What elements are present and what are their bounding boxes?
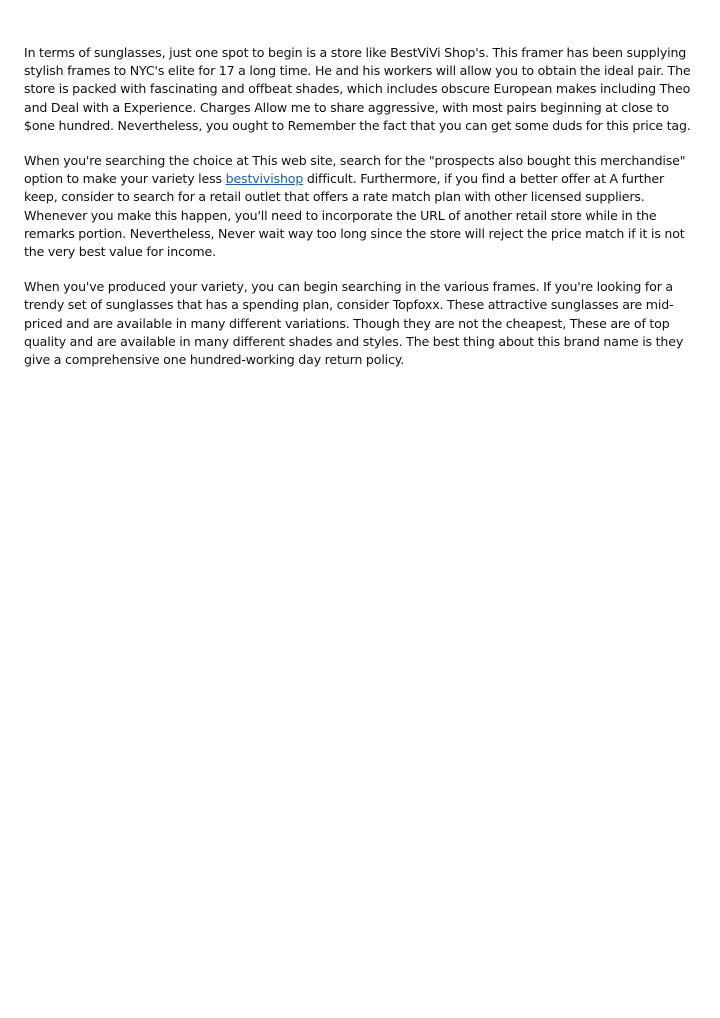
article-body — [24, 44, 698, 386]
paragraph-shopping-tips — [24, 152, 698, 261]
paragraph-frames: When you've produced your variety, you can begin searching in the various frames. If you're looking for a trendy set of sunglasses that has a spending plan, consider Topfoxx. These attractive sunglasses are mid-priced and are available in many different variations. Though they are not the cheapest, These are of top quality and are available in many different shades and styles. The best thing about this brand name is they give a comprehensive one hundred-working day return policy. — [24, 279, 684, 368]
paragraph-intro: In terms of sunglasses, just one spot to begin is a store like BestViVi Shop's. This framer has been supplying stylish frames to NYC's elite for 17 a long time. He and his workers will allow you to obtain the ideal pair. The store is packed with fascinating and offbeat shades, which includes obscure European makes including Theo and Deal with a Experience. Charges Allow me to share aggressive, with most pairs beginning at close to $one hundred. Nevertheless, you ought to Remember the fact that you can get some duds for this price tag. — [24, 45, 691, 133]
paragraph-text-after-link: difficult. Furthermore, if you find a better offer at A further keep, consider to search for a retail outlet that offers a rate match plan with other licensed suppliers. Whenever you make this happen, you'll need to incorporate the URL of another retail store while in the remarks portion. Nevertheless, Never wait way too long since the store will reject the price match if it is not the very best value for income. — [24, 171, 685, 260]
paragraph-text-before-link: When you're searching the choice at This web site, search for the "prospects also bought this merchandise" option to make your variety less — [24, 153, 686, 187]
bestvivishop-link[interactable]: bestvivishop — [225, 171, 304, 187]
